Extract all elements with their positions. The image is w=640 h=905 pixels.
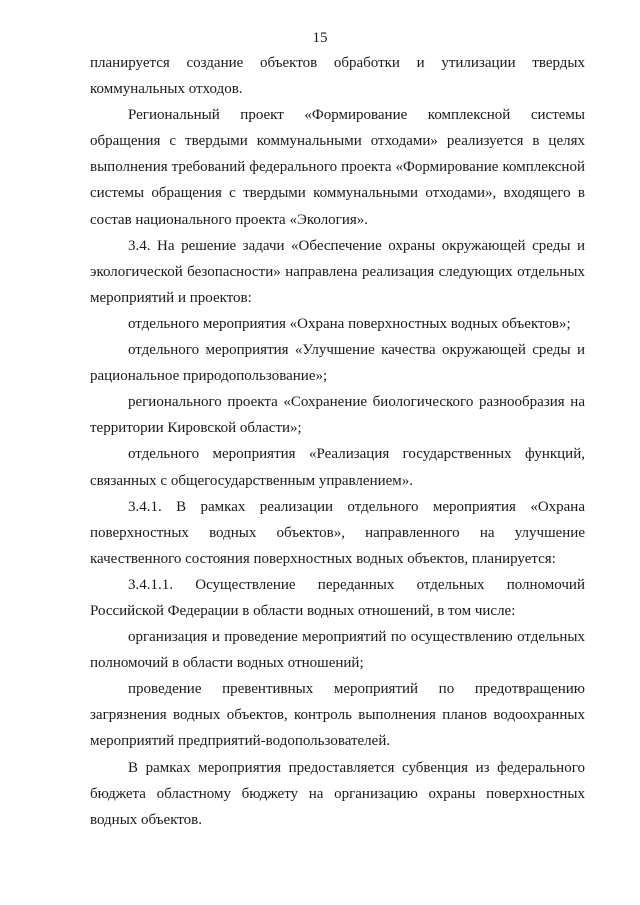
page-number: 15 xyxy=(312,30,328,46)
document-body xyxy=(90,50,585,833)
list-item-state-functions: отдельного мероприятия «Реализация государственных функций, связанных с общегосударственным управлением». xyxy=(90,446,585,489)
paragraph-section-3-4-1-1: 3.4.1.1. Осуществление переданных отдельных полномочий Российской Федерации в области водных отношений, в том числе: xyxy=(90,576,585,619)
paragraph-regional-project-waste: Региональный проект «Формирование комплексной системы обращения с твердыми коммунальными отходами» реализуется в целях выполнения требований федерального проекта «Формирование комплексной системы обращения с твердыми коммунальными отходами», входящего в состав национального проекта «Экология». xyxy=(90,107,585,228)
paragraph-section-3-4-1: 3.4.1. В рамках реализации отдельного мероприятия «Охрана поверхностных водных объектов», направленного на улучшение качественного состояния поверхностных водных объектов, планируется: xyxy=(90,498,585,567)
paragraph-section-3-4: 3.4. На решение задачи «Обеспечение охраны окружающей среды и экологической безопасности» направлена реализация следующих отдельных мероприятий и проектов: xyxy=(90,237,585,306)
list-item-environment-quality: отдельного мероприятия «Улучшение качества окружающей среды и рациональное природопользование»; xyxy=(90,342,585,385)
list-item-water-powers: организация и проведение мероприятий по осуществлению отдельных полномочий в области водных отношений; xyxy=(90,629,585,672)
list-item-preventive-measures: проведение превентивных мероприятий по предотвращению загрязнения водных объектов, контроль выполнения планов водоохранных мероприятий предприятий-водопользователей. xyxy=(90,681,585,750)
paragraph-continuation: планируется создание объектов обработки и утилизации твердых коммунальных отходов. xyxy=(90,55,585,98)
paragraph-subvention: В рамках мероприятия предоставляется субвенция из федерального бюджета областному бюджету на организацию охраны поверхностных водных объектов. xyxy=(90,759,585,828)
list-item-biodiversity: регионального проекта «Сохранение биологического разнообразия на территории Кировской области»; xyxy=(90,394,585,437)
list-item-surface-water: отдельного мероприятия «Охрана поверхностных водных объектов»; xyxy=(128,315,571,332)
